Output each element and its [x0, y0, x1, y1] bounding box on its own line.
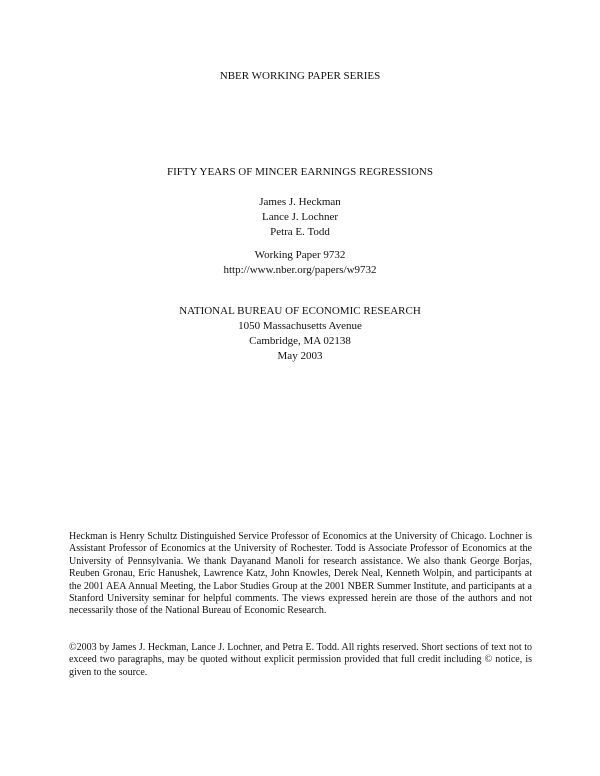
publication-date: May 2003	[277, 350, 323, 362]
author-name: Petra E. Todd	[270, 226, 330, 238]
acknowledgement-note: Heckman is Henry Schultz Distinguished Service Professor of Economics at the University of Chicago. Lochner is Assistant Professor of Economics at the University of Rochester. Todd is Associate Professor of Economics at the University of Pennsylvania. We thank Dayanand Manoli for research assistance. We also thank George Borjas, Reuben Gronau, Eric Hanushek, Lawrence Katz, John Knowles, Derek Neal, Kenneth Wolpin, and participants at the 2001 AEA Annual Meeting, the Labor Studies Group at the 2001 NBER Summer Institute, and participants at a Stanford University seminar for helpful comments. The views expressed herein are those of the authors and not necessarily those of the National Bureau of Economic Research.	[69, 531, 532, 617]
working-paper-number: Working Paper 9732	[254, 249, 346, 261]
series-label: NBER WORKING PAPER SERIES	[219, 70, 381, 82]
publisher-city: Cambridge, MA 02138	[249, 335, 351, 347]
copyright-note: ©2003 by James J. Heckman, Lance J. Lochner, and Petra E. Todd. All rights reserved. Short sections of text not to exceed two paragraphs, may be quoted without explicit permission provided that full credit including © notice, is given to the source.	[69, 642, 532, 678]
publisher-address	[0, 304, 600, 364]
author-name: Lance J. Lochner	[261, 211, 339, 223]
paper-url: http://www.nber.org/papers/w9732	[223, 264, 377, 276]
author-name: James J. Heckman	[259, 196, 341, 208]
series-header	[0, 69, 600, 84]
publisher-street: 1050 Massachusetts Avenue	[238, 320, 362, 332]
paper-title: FIFTY YEARS OF MINCER EARNINGS REGRESSIONS	[167, 166, 433, 178]
paper-title-block	[0, 165, 600, 180]
publisher-name: NATIONAL BUREAU OF ECONOMIC RESEARCH	[179, 305, 421, 317]
author-list	[0, 195, 600, 240]
working-paper-info	[0, 248, 600, 278]
